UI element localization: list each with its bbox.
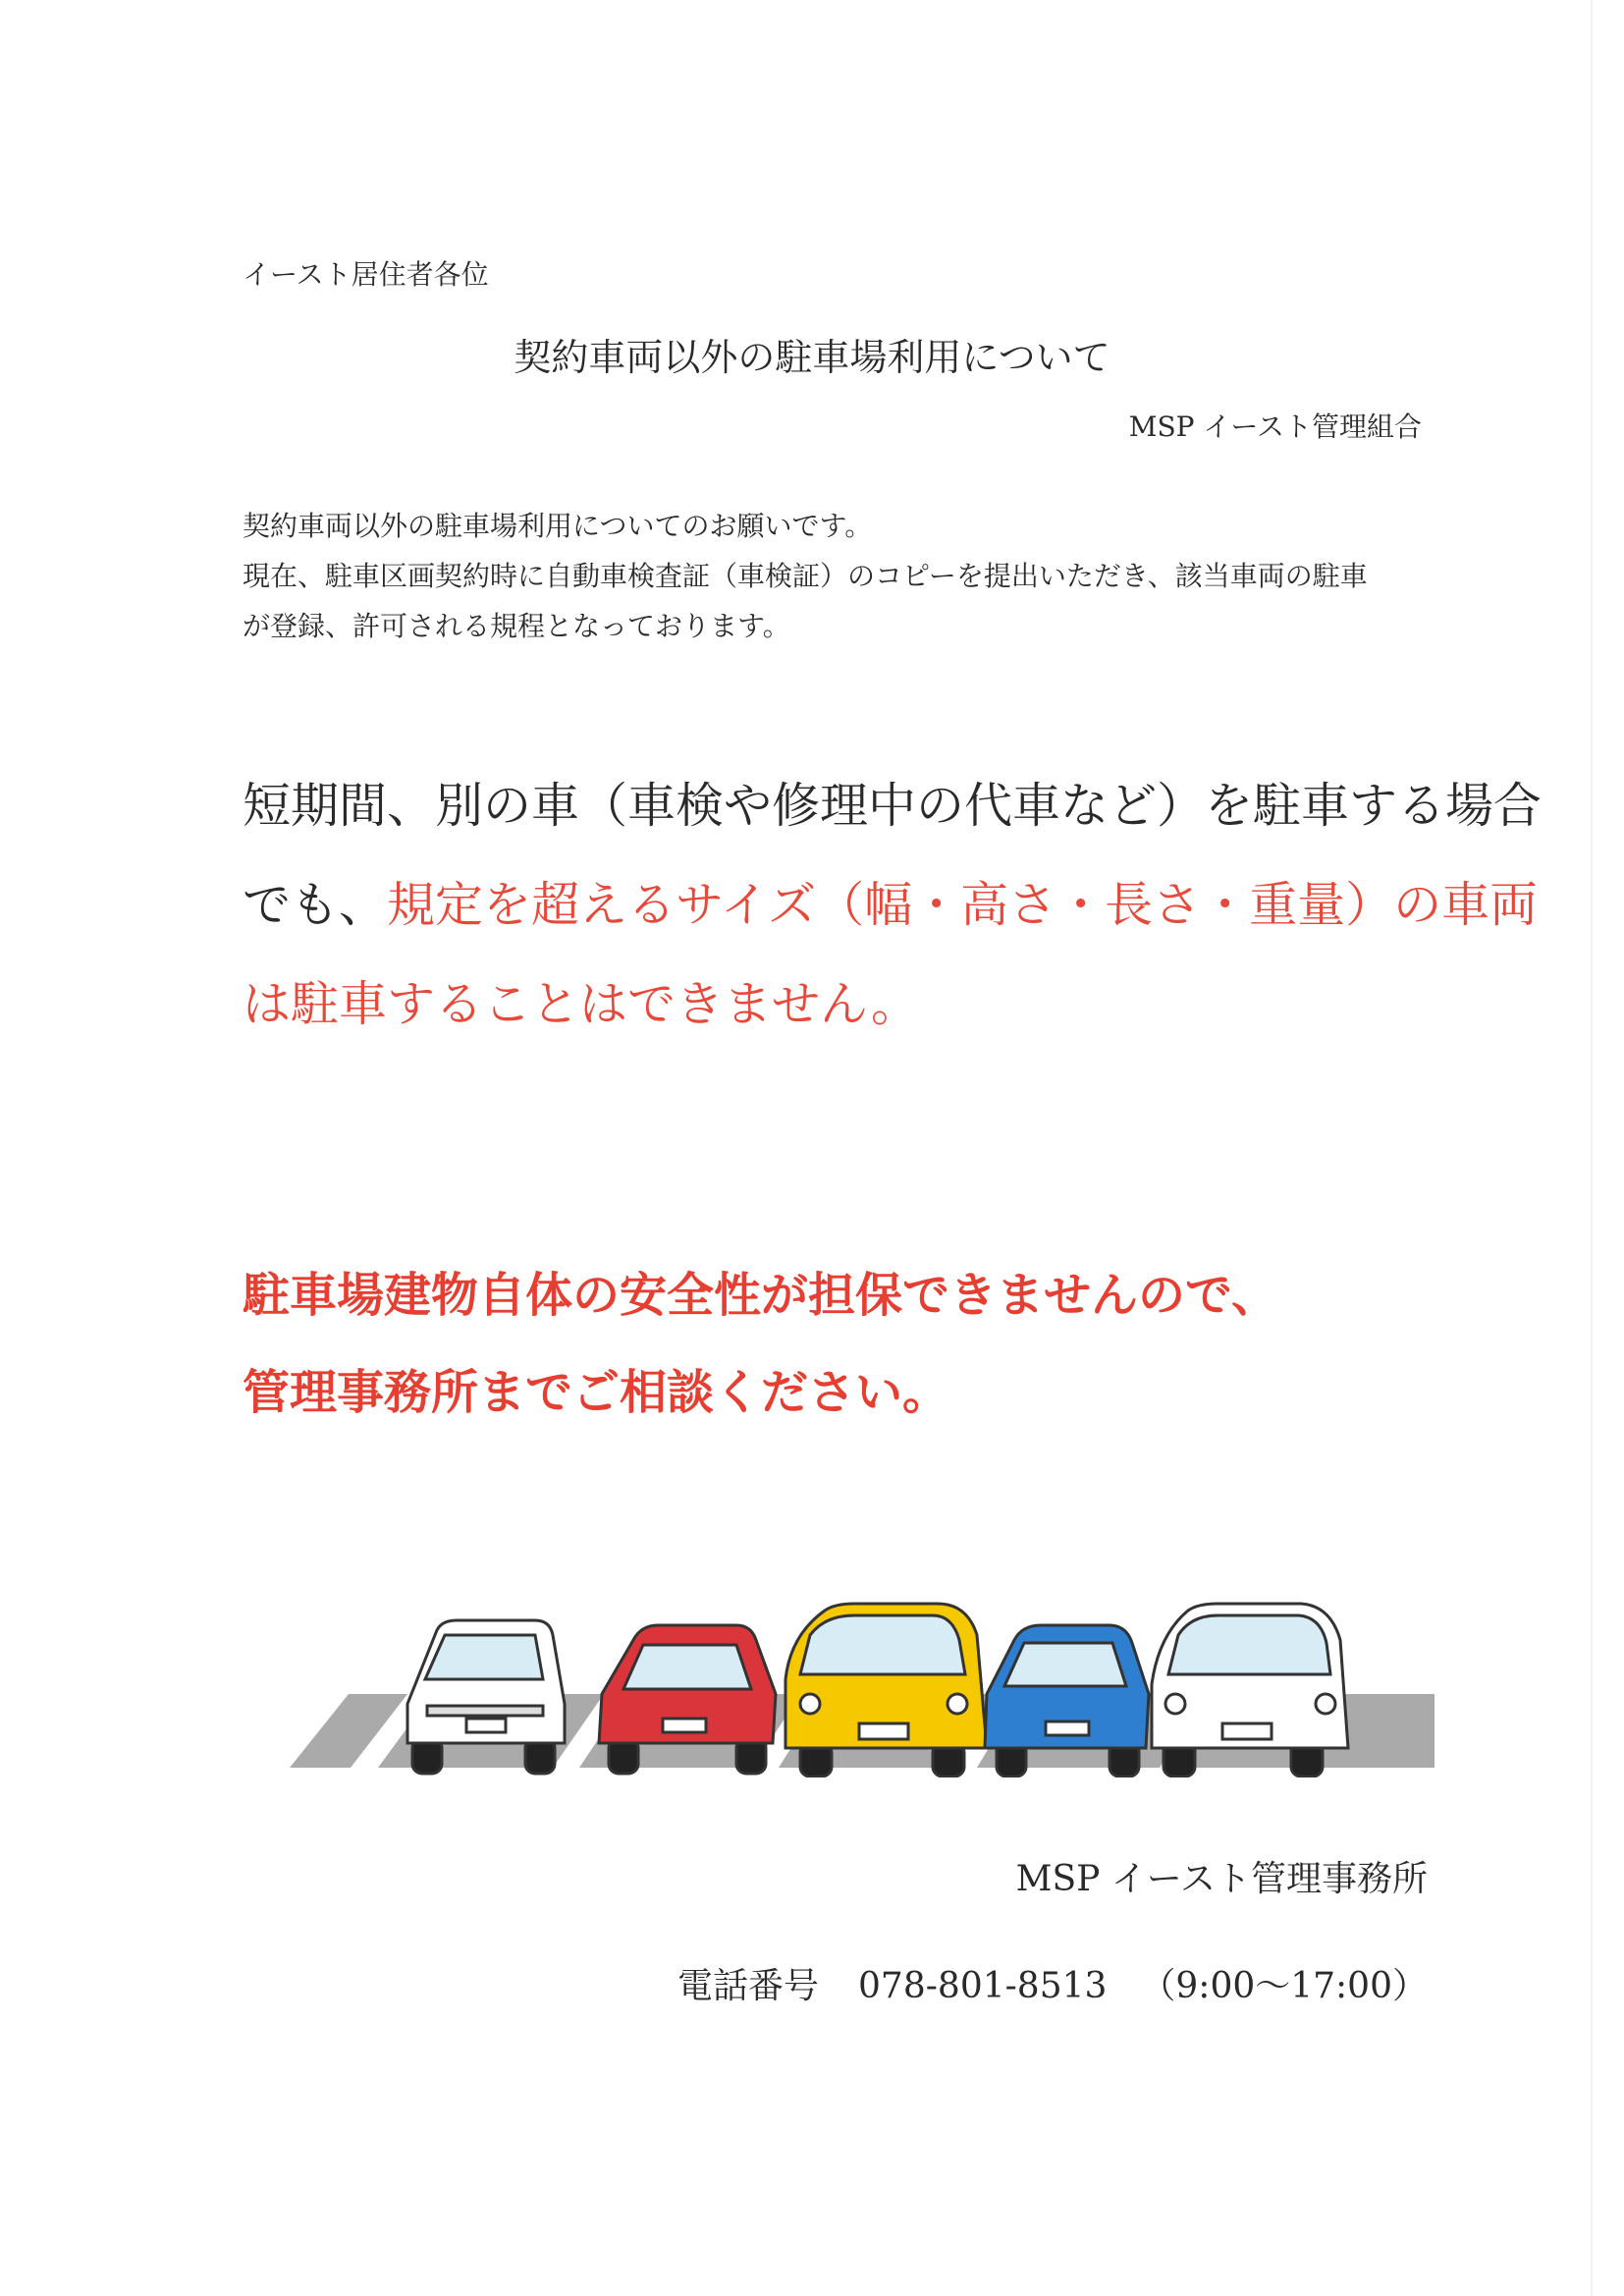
safety-warning: [243, 1247, 1278, 1442]
notice-line-2: [243, 855, 1542, 955]
body-line: 契約車両以外の駐車場利用についてのお願いです。: [243, 510, 873, 542]
notice-red-text: 規定を超えるサイズ（幅・高さ・長さ・重量）の車両: [387, 877, 1539, 933]
parked-cars-icon: [290, 1596, 1435, 1777]
phone-number[interactable]: 078-801-8513: [858, 1966, 1108, 2006]
warning-line-2: 管理事務所までご相談ください。: [243, 1365, 950, 1420]
parked-cars-illustration: [290, 1596, 1435, 1781]
body-paragraph: [243, 501, 1421, 651]
notice-line-1: 短期間、別の車（車検や修理中の代車など）を駐車する場合: [243, 778, 1543, 834]
body-line: 現在、駐車区画契約時に自動車検査証（車検証）のコピーを提出いただき、該当車両の駐車: [243, 560, 1368, 592]
body-line: が登録、許可される規程となっております。: [243, 610, 790, 642]
size-notice: [243, 756, 1542, 1054]
phone-line: [677, 1958, 1428, 2008]
notice-line-3: は駐車することはできません。: [243, 976, 919, 1032]
addressee: イースト居住者各位: [243, 258, 489, 291]
notice-plain-text: でも、: [243, 877, 388, 933]
document-title: 契約車両以外の駐車場利用について: [514, 336, 1110, 379]
warning-line-1: 駐車場建物自体の安全性が担保できませんので、: [243, 1268, 1279, 1323]
issuer: MSP イースト管理組合: [1128, 410, 1422, 443]
phone-label: 電話番号: [677, 1966, 820, 2006]
management-office: MSP イースト管理事務所: [1015, 1859, 1428, 1899]
office-hours: （9:00～17:00）: [1140, 1966, 1428, 2006]
